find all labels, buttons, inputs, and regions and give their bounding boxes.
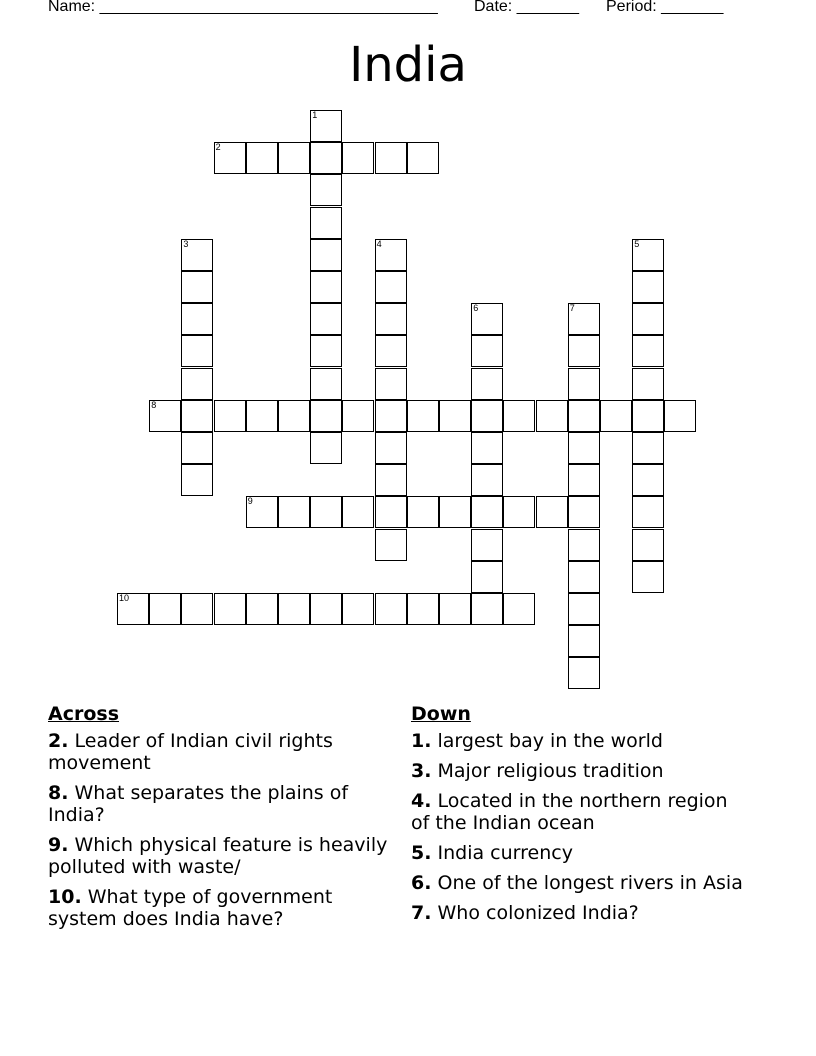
crossword-cell[interactable] [310, 496, 342, 528]
across-clue [48, 782, 388, 826]
clue-number: 10. [48, 886, 82, 908]
clue-text: Which physical feature is heavily polluted with waste/ [48, 834, 388, 878]
clue-text: Leader of Indian civil rights movement [48, 730, 333, 774]
crossword-cell[interactable] [310, 110, 342, 142]
crossword-cell[interactable] [471, 335, 503, 367]
crossword-cell[interactable] [375, 432, 407, 464]
crossword-cell[interactable] [632, 271, 664, 303]
crossword-cell[interactable] [503, 593, 535, 625]
crossword-cell[interactable] [407, 496, 439, 528]
crossword-cell[interactable] [375, 529, 407, 561]
crossword-cell[interactable] [310, 335, 342, 367]
clue-text: What separates the plains of India? [48, 782, 349, 826]
crossword-cell[interactable] [310, 303, 342, 335]
crossword-cell[interactable] [407, 142, 439, 174]
crossword-cell[interactable] [375, 496, 407, 528]
crossword-cell[interactable] [632, 368, 664, 400]
crossword-cell[interactable] [568, 561, 600, 593]
down-clues [411, 702, 751, 932]
down-clue [411, 790, 751, 834]
crossword-cell[interactable] [278, 593, 310, 625]
crossword-cell[interactable] [375, 271, 407, 303]
crossword-cell[interactable] [375, 335, 407, 367]
crossword-cell[interactable] [568, 657, 600, 689]
across-clue [48, 886, 388, 930]
across-clue [48, 834, 388, 878]
crossword-cell[interactable] [568, 593, 600, 625]
crossword-cell[interactable] [342, 142, 374, 174]
crossword-cell[interactable] [536, 496, 568, 528]
crossword-cell[interactable] [471, 368, 503, 400]
cell-number: 10 [119, 593, 130, 603]
crossword-cell[interactable] [181, 593, 213, 625]
crossword-cell[interactable] [471, 400, 503, 432]
down-clue [411, 902, 751, 924]
clue-text: One of the longest rivers in Asia [437, 872, 743, 894]
crossword-cell[interactable] [471, 303, 503, 335]
crossword-cell[interactable] [375, 142, 407, 174]
clue-number: 1. [411, 730, 432, 752]
crossword-cell[interactable] [375, 239, 407, 271]
crossword-cell[interactable] [600, 400, 632, 432]
crossword-cell[interactable] [439, 400, 471, 432]
date-field-label[interactable]: Date: _______ [474, 0, 579, 15]
crossword-cell[interactable] [375, 303, 407, 335]
crossword-cell[interactable] [310, 142, 342, 174]
crossword-cell[interactable] [407, 400, 439, 432]
crossword-cell[interactable] [632, 496, 664, 528]
crossword-cell[interactable] [342, 496, 374, 528]
across-clue [48, 730, 388, 774]
clue-number: 9. [48, 834, 69, 856]
clue-number: 7. [411, 902, 432, 924]
crossword-cell[interactable] [632, 400, 664, 432]
crossword-cell[interactable] [375, 593, 407, 625]
clue-text: Located in the northern region of the Indian ocean [411, 790, 728, 834]
crossword-cell[interactable] [181, 368, 213, 400]
crossword-cell[interactable] [407, 593, 439, 625]
clue-number: 6. [411, 872, 432, 894]
cell-number: 1 [312, 110, 318, 120]
crossword-cell[interactable] [310, 207, 342, 239]
period-field-label[interactable]: Period: _______ [606, 0, 724, 15]
crossword-cell[interactable] [471, 561, 503, 593]
crossword-cell[interactable] [632, 432, 664, 464]
clue-number: 5. [411, 842, 432, 864]
cell-number: 4 [376, 238, 382, 249]
crossword-cell[interactable] [439, 496, 471, 528]
crossword-cell[interactable] [181, 303, 213, 335]
crossword-cell[interactable] [310, 432, 342, 464]
crossword-cell[interactable] [632, 529, 664, 561]
crossword-cell[interactable] [149, 400, 181, 432]
crossword-cell[interactable] [568, 496, 600, 528]
down-heading: Down [411, 703, 471, 725]
across-clues [48, 702, 388, 938]
cell-number: 6 [473, 303, 479, 314]
crossword-cell[interactable] [214, 142, 246, 174]
worksheet-header [0, 0, 816, 20]
crossword-cell[interactable] [181, 432, 213, 464]
crossword-cell[interactable] [246, 142, 278, 174]
crossword-cell[interactable] [278, 142, 310, 174]
crossword-cell[interactable] [568, 303, 600, 335]
down-clue [411, 760, 751, 782]
cell-number: 3 [183, 238, 189, 249]
cell-number: 9 [247, 496, 253, 507]
crossword-cell[interactable] [246, 496, 278, 528]
clue-text: What type of government system does India have? [48, 886, 333, 930]
crossword-cell[interactable] [471, 593, 503, 625]
cell-number: 7 [569, 303, 575, 314]
crossword-cell[interactable] [181, 335, 213, 367]
crossword-cell[interactable] [310, 368, 342, 400]
crossword-cell[interactable] [471, 464, 503, 496]
crossword-cell[interactable] [632, 239, 664, 271]
crossword-cell[interactable] [632, 335, 664, 367]
crossword-cell[interactable] [568, 368, 600, 400]
crossword-cell[interactable] [568, 335, 600, 367]
crossword-cell[interactable] [342, 400, 374, 432]
crossword-cell[interactable] [632, 561, 664, 593]
crossword-cell[interactable] [471, 529, 503, 561]
crossword-cell[interactable] [471, 496, 503, 528]
crossword-cell[interactable] [181, 464, 213, 496]
crossword-cell[interactable] [246, 593, 278, 625]
clue-text: Major religious tradition [437, 760, 664, 782]
crossword-cell[interactable] [664, 400, 696, 432]
crossword-cell[interactable] [117, 593, 149, 625]
crossword-cell[interactable] [181, 239, 213, 271]
crossword-cell[interactable] [568, 464, 600, 496]
page-title: India [349, 37, 467, 93]
crossword-cell[interactable] [246, 400, 278, 432]
clue-text: largest bay in the world [437, 730, 663, 752]
crossword-cell[interactable] [568, 432, 600, 464]
crossword-cell[interactable] [310, 400, 342, 432]
clue-number: 4. [411, 790, 432, 812]
clue-number: 2. [48, 730, 69, 752]
crossword-cell[interactable] [278, 400, 310, 432]
crossword-cell[interactable] [310, 239, 342, 271]
name-field-label[interactable]: Name: ______________________________________ [48, 0, 438, 15]
crossword-cell[interactable] [181, 271, 213, 303]
crossword-cell[interactable] [342, 593, 374, 625]
crossword-cell[interactable] [503, 400, 535, 432]
crossword-cell[interactable] [214, 593, 246, 625]
crossword-cell[interactable] [536, 400, 568, 432]
across-heading: Across [48, 703, 120, 725]
down-clue [411, 872, 751, 894]
crossword-cell[interactable] [375, 464, 407, 496]
crossword-cell[interactable] [278, 496, 310, 528]
clue-text: Who colonized India? [437, 902, 639, 924]
clue-number: 8. [48, 782, 69, 804]
cell-number: 8 [151, 399, 157, 410]
crossword-cell[interactable] [181, 400, 213, 432]
clue-number: 3. [411, 760, 432, 782]
down-clue [411, 730, 751, 752]
down-clue [411, 842, 751, 864]
clue-text: India currency [437, 842, 573, 864]
crossword-cell[interactable] [310, 174, 342, 206]
crossword-cell[interactable] [568, 400, 600, 432]
cell-number: 5 [634, 238, 640, 249]
crossword-cell[interactable] [214, 400, 246, 432]
crossword-cell[interactable] [310, 271, 342, 303]
cell-number: 2 [215, 142, 221, 153]
crossword-cell[interactable] [568, 529, 600, 561]
crossword-cell[interactable] [471, 432, 503, 464]
crossword-cell[interactable] [310, 593, 342, 625]
crossword-cell[interactable] [375, 368, 407, 400]
crossword-cell[interactable] [375, 400, 407, 432]
crossword-cell[interactable] [149, 593, 181, 625]
crossword-cell[interactable] [568, 625, 600, 657]
crossword-cell[interactable] [439, 593, 471, 625]
crossword-cell[interactable] [632, 303, 664, 335]
crossword-cell[interactable] [503, 496, 535, 528]
crossword-cell[interactable] [632, 464, 664, 496]
